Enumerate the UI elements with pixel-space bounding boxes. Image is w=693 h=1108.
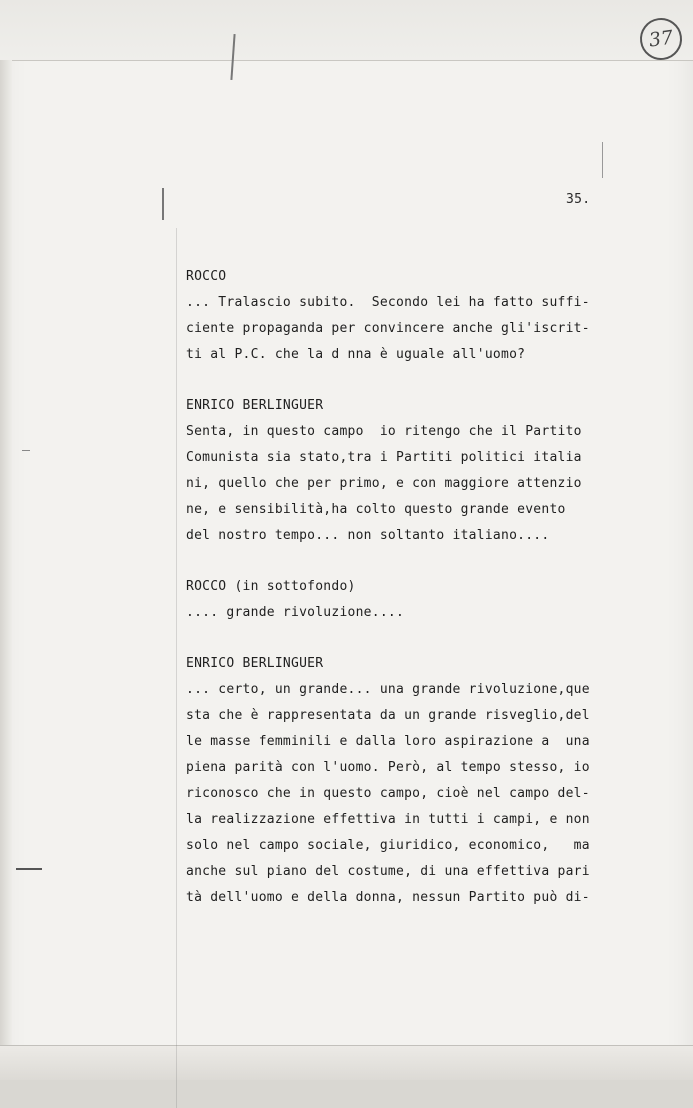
dialogue-line: anche sul piano del costume, di una effettiva pari	[186, 864, 590, 879]
page-number: 35.	[566, 192, 591, 207]
block-spacer	[186, 368, 626, 393]
dialogue-line: ni, quello che per primo, e con maggiore attenzio	[186, 476, 582, 491]
dialogue-line: ... Tralascio subito. Secondo lei ha fatto suffi-	[186, 295, 590, 310]
dialogue-line: .... grande rivoluzione....	[186, 605, 405, 620]
left-page-edge	[0, 60, 12, 1050]
archive-stamp-number: 37	[637, 15, 684, 62]
dialogue-line: ... certo, un grande... una grande rivoluzione,que	[186, 682, 590, 697]
dialogue-block-rocco-1	[186, 264, 626, 368]
speaker-label: ROCCO (in sottofondo)	[186, 579, 356, 594]
dialogue-line: tà dell'uomo e della donna, nessun Partito può di-	[186, 890, 590, 905]
top-folded-strip	[0, 0, 693, 61]
dialogue-line: sta che è rappresentata da un grande risveglio,del	[186, 708, 590, 723]
dialogue-line: Comunista sia stato,tra i Partiti politici italia	[186, 450, 582, 465]
dialogue-line: solo nel campo sociale, giuridico, economico, ma	[186, 838, 590, 853]
block-spacer	[186, 626, 626, 651]
dialogue-line: ti al P.C. che la d nna è uguale all'uomo?	[186, 347, 526, 362]
pencil-tick	[162, 188, 164, 220]
dialogue-line: la realizzazione effettiva in tutti i campi, e non	[186, 812, 590, 827]
dialogue-line: Senta, in questo campo io ritengo che il Partito	[186, 424, 582, 439]
pencil-tick	[16, 868, 42, 870]
dialogue-line: le masse femminili e dalla loro aspirazione a una	[186, 734, 590, 749]
dialogue-line: ciente propaganda per convincere anche gli'iscrit-	[186, 321, 590, 336]
dialogue-line: riconosco che in questo campo, cioè nel campo del-	[186, 786, 590, 801]
pencil-tick	[22, 450, 30, 451]
speaker-label: ROCCO	[186, 269, 227, 284]
transcript-body	[186, 264, 626, 911]
dialogue-block-berlinguer-1	[186, 393, 626, 549]
speaker-label: ENRICO BERLINGUER	[186, 656, 324, 671]
speaker-label: ENRICO BERLINGUER	[186, 398, 324, 413]
dialogue-line: ne, e sensibilità,ha colto questo grande evento	[186, 502, 566, 517]
dialogue-line: piena parità con l'uomo. Però, al tempo stesso, io	[186, 760, 590, 775]
dialogue-block-berlinguer-2	[186, 651, 626, 911]
bottom-page-edge	[0, 1045, 693, 1080]
block-spacer	[186, 549, 626, 574]
margin-guide	[176, 228, 177, 1108]
dialogue-line: del nostro tempo... non soltanto italiano....	[186, 528, 550, 543]
pencil-tick	[602, 142, 603, 178]
dialogue-block-rocco-2	[186, 574, 626, 626]
